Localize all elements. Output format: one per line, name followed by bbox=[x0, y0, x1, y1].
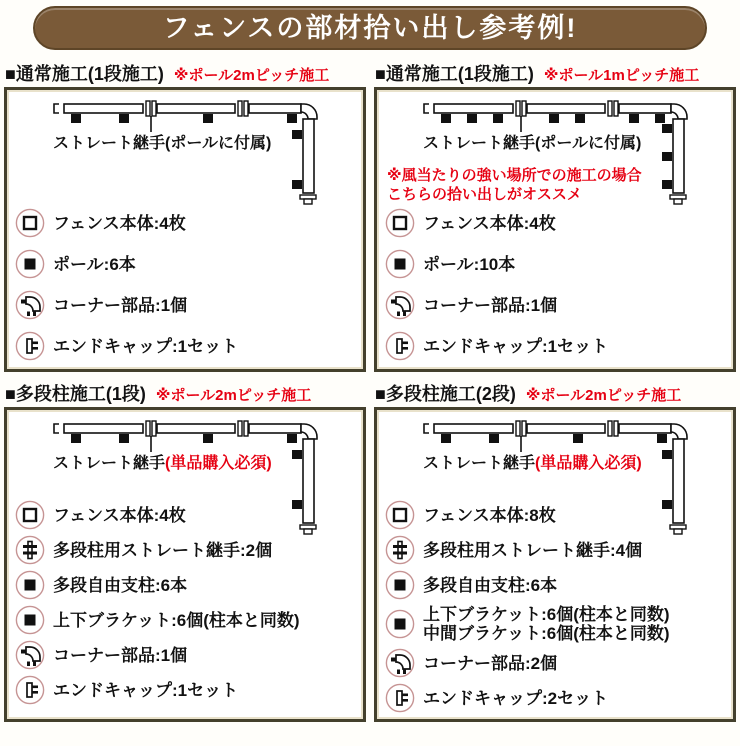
endcap-icon bbox=[385, 331, 415, 361]
list-item bbox=[385, 500, 733, 530]
item-label: フェンス本体:4枚 bbox=[53, 213, 186, 233]
parts-list bbox=[377, 500, 733, 713]
item-label: フェンス本体:8枚 bbox=[423, 505, 556, 525]
item-label: コーナー部品:1個 bbox=[53, 645, 188, 665]
item-label: エンドキャップ:1セット bbox=[53, 336, 239, 356]
item-label: 多段柱用ストレート継手:2個 bbox=[53, 540, 273, 560]
item-label: ポール:6本 bbox=[53, 254, 136, 274]
panel-heading: ■多段柱施工(2段) bbox=[375, 384, 516, 404]
item-label: エンドキャップ:2セット bbox=[423, 688, 609, 708]
endcap-icon bbox=[15, 331, 45, 361]
corner-icon bbox=[15, 290, 45, 320]
parts-list bbox=[377, 208, 733, 361]
panel-normal-2m bbox=[4, 59, 366, 372]
list-item bbox=[15, 640, 363, 670]
list-item bbox=[15, 535, 363, 565]
item-label: 多段自由支柱:6本 bbox=[53, 575, 188, 595]
pitch-note: ※ポール1mピッチ施工 bbox=[543, 67, 700, 84]
list-item bbox=[15, 605, 363, 635]
bottom-row bbox=[0, 379, 740, 722]
panel-box bbox=[374, 407, 736, 722]
panel-multipost-2dan bbox=[374, 379, 736, 722]
item-label: コーナー部品:1個 bbox=[53, 295, 188, 315]
list-item bbox=[385, 570, 733, 600]
fence-panel-icon bbox=[385, 208, 415, 238]
multi-joint-icon bbox=[15, 535, 45, 565]
item-label: コーナー部品:2個 bbox=[423, 653, 558, 673]
panel-heading-row bbox=[5, 60, 366, 84]
list-item bbox=[15, 249, 363, 279]
diagram-label: ストレート継手(ポールに付属) bbox=[53, 135, 272, 152]
list-item bbox=[385, 208, 733, 238]
pole-icon bbox=[15, 570, 45, 600]
corner-icon bbox=[385, 648, 415, 678]
panel-heading-row bbox=[5, 380, 366, 404]
list-item bbox=[15, 570, 363, 600]
diagram-label: ストレート継手(単品購入必須) bbox=[53, 455, 272, 472]
list-item bbox=[385, 331, 733, 361]
panel-heading: ■通常施工(1段施工) bbox=[5, 64, 164, 84]
pole-icon bbox=[15, 249, 45, 279]
list-item bbox=[385, 249, 733, 279]
parts-list bbox=[7, 208, 363, 361]
pitch-note: ※ポール2mピッチ施工 bbox=[173, 67, 330, 84]
wind-warning: ※風当たりの強い場所での施工の場合 こちらの拾い出しがオススメ bbox=[387, 167, 642, 203]
item-label: エンドキャップ:1セット bbox=[53, 680, 239, 700]
item-label: 上下ブラケット:6個(柱本と同数) bbox=[53, 610, 300, 630]
panel-heading: ■多段柱施工(1段) bbox=[5, 384, 146, 404]
top-row bbox=[0, 59, 740, 372]
endcap-icon bbox=[15, 675, 45, 705]
panel-normal-1m bbox=[374, 59, 736, 372]
panel-heading-row bbox=[375, 380, 736, 404]
diagram-label: ストレート継手(単品購入必須) bbox=[423, 455, 642, 472]
list-item bbox=[385, 683, 733, 713]
diagram-label: ストレート継手(ポールに付属) bbox=[423, 135, 642, 152]
list-item bbox=[15, 331, 363, 361]
corner-icon bbox=[15, 640, 45, 670]
pitch-note: ※ポール2mピッチ施工 bbox=[155, 387, 312, 404]
panel-box bbox=[4, 407, 366, 722]
pole-icon bbox=[385, 570, 415, 600]
item-label: エンドキャップ:1セット bbox=[423, 336, 609, 356]
multi-joint-icon bbox=[385, 535, 415, 565]
item-label: ポール:10本 bbox=[423, 254, 516, 274]
list-item bbox=[15, 675, 363, 705]
item-label: 上下ブラケット:6個(柱本と同数) 中間ブラケット:6個(柱本と同数) bbox=[423, 605, 670, 643]
fence-diagram bbox=[7, 94, 359, 216]
list-item bbox=[15, 500, 363, 530]
corner-icon bbox=[385, 290, 415, 320]
list-item bbox=[385, 290, 733, 320]
item-label: コーナー部品:1個 bbox=[423, 295, 558, 315]
item-label: 多段自由支柱:6本 bbox=[423, 575, 558, 595]
list-item bbox=[15, 208, 363, 238]
panel-multipost-1dan bbox=[4, 379, 366, 722]
list-item bbox=[385, 605, 733, 643]
endcap-icon bbox=[385, 683, 415, 713]
item-label: 多段柱用ストレート継手:4個 bbox=[423, 540, 643, 560]
list-item bbox=[385, 535, 733, 565]
pitch-note: ※ポール2mピッチ施工 bbox=[525, 387, 682, 404]
item-label: フェンス本体:4枚 bbox=[423, 213, 556, 233]
pole-icon bbox=[385, 609, 415, 639]
list-item bbox=[385, 648, 733, 678]
panel-heading-row bbox=[375, 60, 736, 84]
list-item bbox=[15, 290, 363, 320]
pole-icon bbox=[15, 605, 45, 635]
pole-icon bbox=[385, 249, 415, 279]
page-title: フェンスの部材拾い出し参考例! bbox=[33, 6, 707, 50]
panel-box bbox=[374, 87, 736, 372]
fence-panel-icon bbox=[15, 208, 45, 238]
parts-list bbox=[7, 500, 363, 705]
panel-box bbox=[4, 87, 366, 372]
panel-heading: ■通常施工(1段施工) bbox=[375, 64, 534, 84]
fence-panel-icon bbox=[385, 500, 415, 530]
item-label: フェンス本体:4枚 bbox=[53, 505, 186, 525]
fence-panel-icon bbox=[15, 500, 45, 530]
